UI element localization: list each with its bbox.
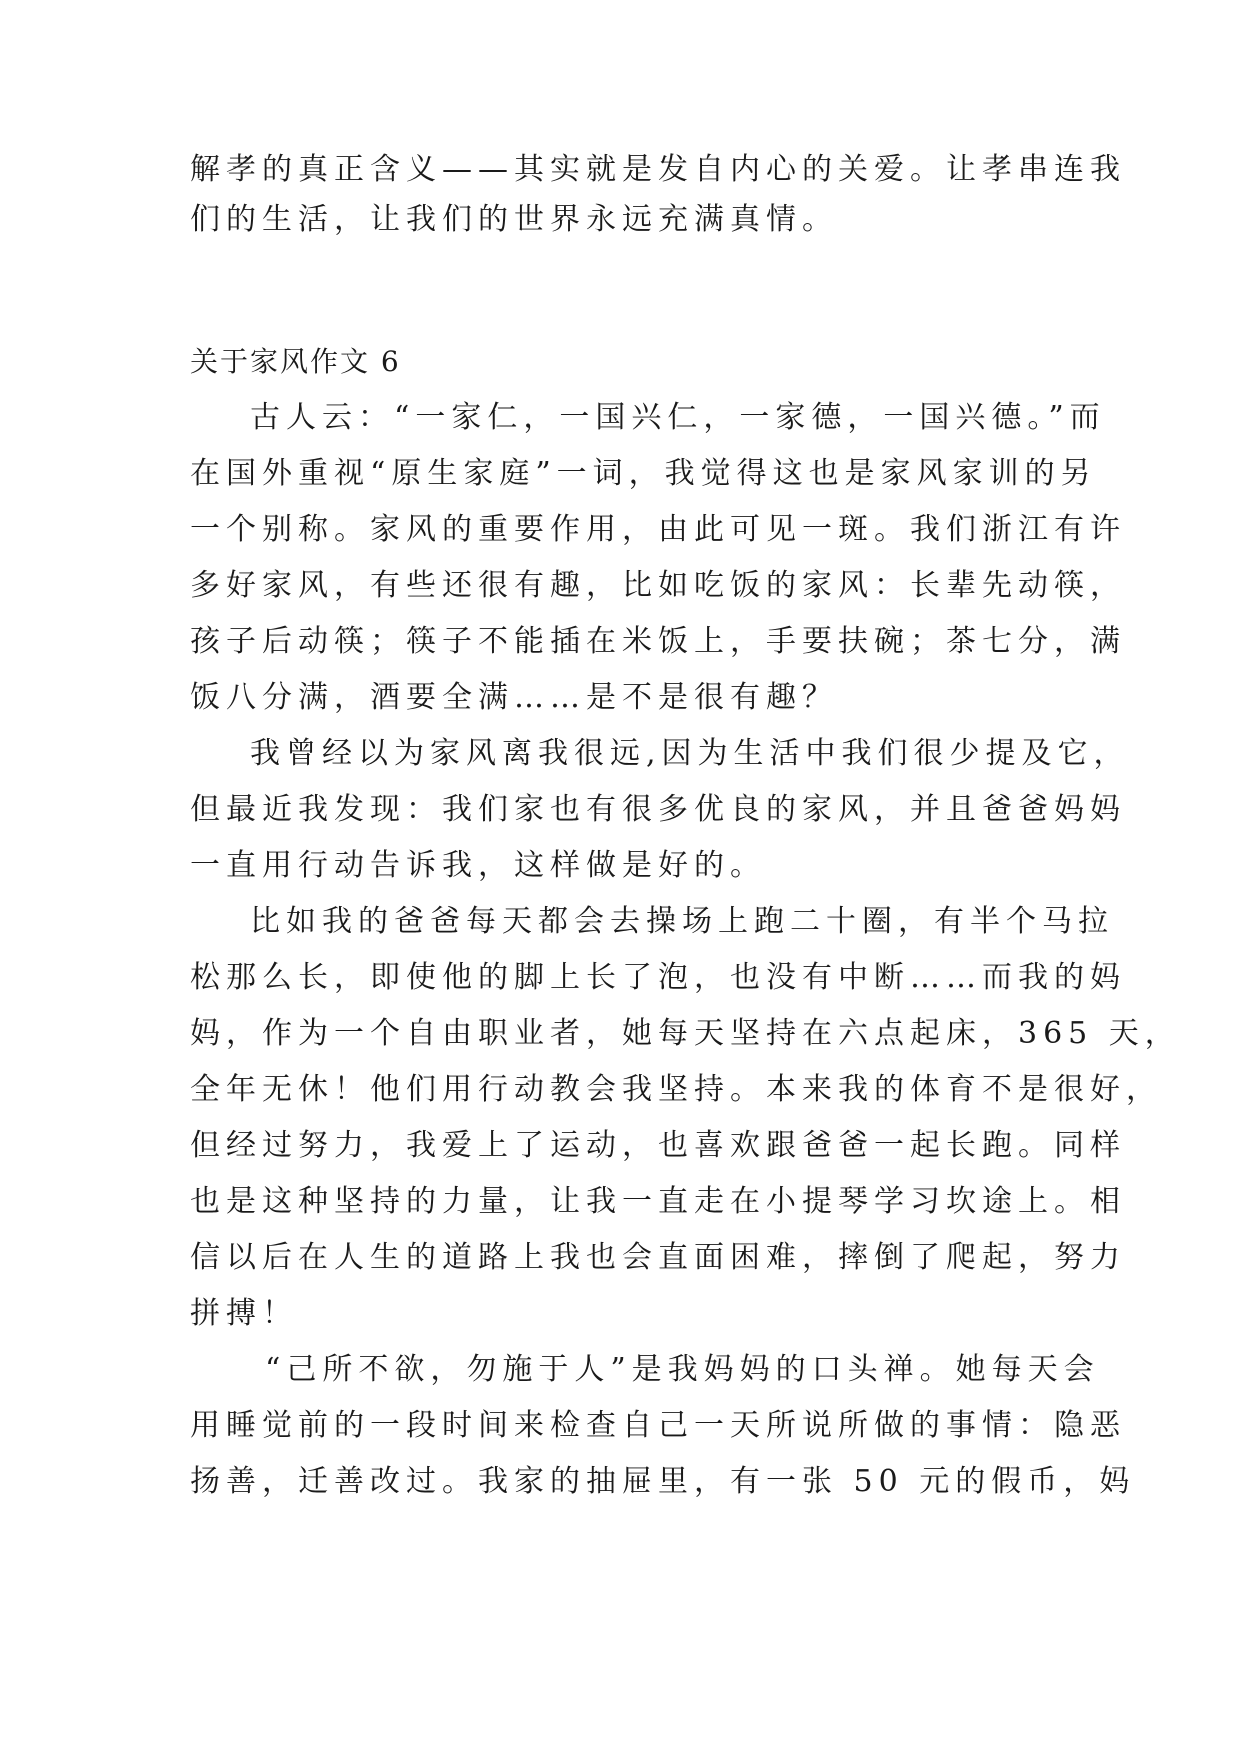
text-line: 我曾经以为家风离我很远,因为生活中我们很少提及它，: [250, 736, 1130, 771]
section-title: 关于家风作文 6: [190, 345, 401, 378]
text-line: 扬善，迁善改过。我家的抽屉里，有一张 50 元的假币，妈: [190, 1464, 1136, 1499]
text-line: 解孝的真正含义——其实就是发自内心的关爱。让孝串连我: [190, 152, 1126, 187]
text-line: 们的生活，让我们的世界永远充满真情。: [190, 202, 838, 237]
text-line: 妈，作为一个自由职业者，她每天坚持在六点起床，365 天，: [190, 1016, 1181, 1051]
text-line: 松那么长，即使他的脚上长了泡，也没有中断……而我的妈: [190, 960, 1126, 995]
text-line: 多好家风，有些还很有趣，比如吃饭的家风：长辈先动筷，: [190, 568, 1126, 603]
text-line: 用睡觉前的一段时间来检查自己一天所说所做的事情：隐恶: [190, 1408, 1126, 1443]
text-line: “己所不欲，勿施于人”是我妈妈的口头禅。她每天会: [265, 1352, 1100, 1387]
text-line: 在国外重视“原生家庭”一词，我觉得这也是家风家训的另: [190, 456, 1097, 491]
text-line: 拼搏！: [190, 1296, 298, 1331]
text-line: 信以后在人生的道路上我也会直面困难，摔倒了爬起，努力: [190, 1240, 1126, 1275]
text-line: 也是这种坚持的力量，让我一直走在小提琴学习坎途上。相: [190, 1184, 1126, 1219]
text-line: 但最近我发现：我们家也有很多优良的家风，并且爸爸妈妈: [190, 792, 1126, 827]
text-line: 孩子后动筷；筷子不能插在米饭上，手要扶碗；茶七分，满: [190, 624, 1126, 659]
text-line: 比如我的爸爸每天都会去操场上跑二十圈，有半个马拉: [250, 904, 1114, 939]
text-line: 一直用行动告诉我，这样做是好的。: [190, 848, 766, 883]
text-line: 饭八分满，酒要全满……是不是很有趣？: [190, 680, 838, 715]
text-line: 古人云：“一家仁，一国兴仁，一家德，一国兴德。”而: [250, 400, 1106, 435]
text-line: 但经过努力，我爱上了运动，也喜欢跟爸爸一起长跑。同样: [190, 1128, 1126, 1163]
text-line: 一个别称。家风的重要作用，由此可见一斑。我们浙江有许: [190, 512, 1126, 547]
text-line: 全年无休！他们用行动教会我坚持。本来我的体育不是很好，: [190, 1072, 1162, 1107]
